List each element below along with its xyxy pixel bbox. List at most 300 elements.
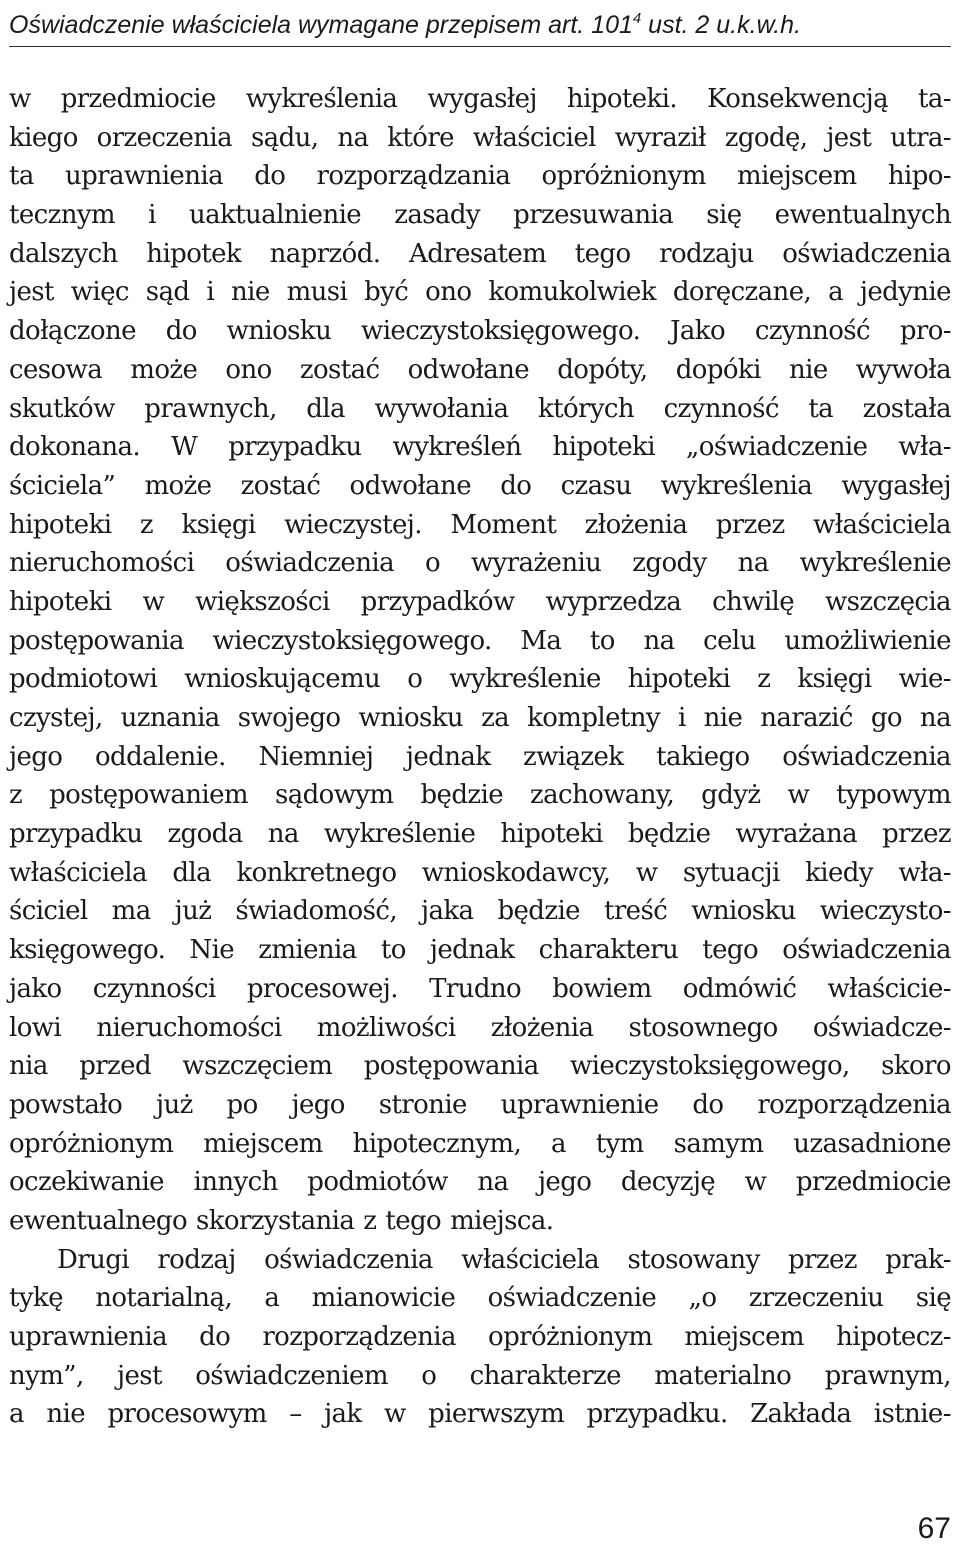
word: opróżnionym (488, 1322, 653, 1352)
word: miejsca. (450, 1205, 554, 1236)
word: do (500, 470, 532, 501)
word: przez (715, 509, 785, 540)
text-line (9, 196, 951, 235)
word: księgowego. (9, 935, 166, 966)
word: tecznym (9, 200, 115, 231)
word: świadomość, (235, 896, 397, 927)
word: oświadczeniem (195, 1360, 388, 1391)
body-text (9, 80, 951, 1434)
text-line (9, 1047, 951, 1086)
word: nie (703, 703, 743, 733)
word: tym (595, 1128, 644, 1159)
word: i (148, 200, 156, 231)
text-line (9, 428, 951, 467)
word: dla (172, 857, 211, 888)
word: rodzaju (659, 238, 754, 269)
word: wszczęciem (182, 1051, 333, 1082)
word: sądu, (250, 122, 319, 153)
word: zgodę, (724, 122, 808, 153)
word: hipoteki (627, 664, 731, 695)
word: nie (231, 277, 270, 308)
word: prawnym, (824, 1360, 951, 1391)
word: wszczęcia (825, 586, 951, 617)
word: hipotecznym, (352, 1128, 522, 1159)
text-line (9, 699, 951, 738)
text-line (9, 1086, 951, 1125)
word: cesowa (9, 354, 103, 385)
page-number: 67 (917, 1512, 951, 1545)
word: rodzaj (157, 1244, 236, 1275)
word: powstało (9, 1089, 123, 1120)
word: Drugi (57, 1244, 129, 1275)
word: jego (9, 741, 63, 772)
word: wywoła (855, 354, 951, 385)
word: właściciel (472, 122, 596, 153)
word: ewentualnego (9, 1205, 188, 1236)
word: innych (193, 1167, 278, 1198)
word: przypadku. (586, 1399, 728, 1430)
word: a (9, 1399, 24, 1430)
word: jedynie (859, 277, 951, 308)
word: sąd (145, 277, 190, 308)
text-line (9, 1202, 951, 1241)
word: i (206, 277, 215, 308)
word: może (130, 354, 198, 385)
word: zasady (394, 200, 481, 231)
word: prak- (885, 1244, 951, 1275)
word: wykreślenia (660, 470, 813, 501)
word: wła- (898, 432, 951, 463)
word: kiedy (805, 857, 873, 888)
word: oświadczenia (264, 1244, 433, 1275)
word: hipo- (887, 161, 951, 192)
word: postępowaniem (49, 780, 248, 811)
text-line (9, 892, 951, 931)
word: dołączone (9, 316, 136, 347)
word: podmiotowi (9, 664, 158, 695)
word: skorzystania (196, 1205, 355, 1236)
running-header (9, 8, 951, 47)
word: opróżnionym (541, 161, 706, 192)
word: utra- (890, 122, 951, 153)
word: jego (537, 1167, 592, 1198)
text-line (9, 351, 951, 390)
word: ewentualnych (774, 200, 951, 231)
word: wykreśleń (392, 432, 522, 463)
word: Konsekwencją (707, 84, 889, 114)
word: „o (688, 1283, 717, 1314)
word: w (9, 84, 31, 114)
word: została (862, 393, 951, 424)
word: doręczane, (672, 277, 812, 308)
word: nia (9, 1051, 48, 1082)
word: a (264, 1283, 280, 1314)
word: Adresatem (409, 238, 547, 269)
word: jest (826, 122, 872, 153)
word: może (144, 470, 212, 501)
word: procesowym (107, 1399, 267, 1430)
word: jaka (421, 896, 474, 927)
word: hipoteki (9, 509, 112, 540)
word: narazić (760, 703, 853, 733)
word: przedmiocie (795, 1167, 951, 1198)
word: możliwości (316, 1012, 456, 1043)
text-line (9, 1395, 951, 1434)
word: bowiem (552, 973, 652, 1004)
text-line (9, 273, 951, 312)
word: to (380, 935, 406, 966)
word: Nie (189, 935, 235, 966)
word: do (692, 1089, 724, 1120)
word: wykreślenie (449, 664, 601, 695)
word: przedmiocie (60, 84, 216, 114)
text-line (9, 1279, 951, 1318)
word: opróżnionym (9, 1128, 174, 1159)
word: wyrażeniu (470, 548, 602, 579)
word: wniosku (226, 316, 332, 347)
word: oświadczenia (782, 935, 951, 966)
word: księgi (797, 664, 872, 695)
word: materialno (654, 1360, 792, 1391)
word: jednak (405, 741, 491, 772)
text-line (9, 776, 951, 815)
word: wieczystoksięgowego, (570, 1051, 850, 1082)
word: wyrażana (735, 819, 857, 850)
text-line (9, 1125, 951, 1164)
text-line (9, 815, 951, 854)
word: nie (788, 354, 828, 385)
word: swojego (237, 703, 341, 733)
word: stosownego (628, 1012, 778, 1043)
word: jako (9, 973, 62, 1004)
word: będzie (420, 780, 503, 811)
word: w (787, 780, 810, 811)
text-line (9, 506, 951, 545)
word: wyraził (614, 122, 706, 153)
word: się (915, 1283, 951, 1314)
word: w (744, 1167, 767, 1198)
word: treść (603, 896, 668, 927)
word: i (677, 703, 686, 733)
word: do (254, 161, 286, 192)
word: charakteru (538, 935, 679, 966)
text-line (9, 738, 951, 777)
word: zostać (299, 354, 380, 385)
word: uprawnienia (9, 1322, 167, 1352)
text-line (9, 660, 951, 699)
word: typowym (836, 780, 951, 811)
word: hipotek (146, 238, 242, 269)
word: wygasłej (427, 84, 537, 114)
word: lowi (9, 1012, 62, 1043)
word: na (919, 703, 951, 733)
word: wniosku (358, 703, 464, 733)
text-line (9, 970, 951, 1009)
word: złożenia (584, 509, 688, 540)
word: przesuwania (513, 200, 674, 231)
word: Moment (450, 509, 557, 540)
word: wnioskodawcy, (421, 857, 611, 888)
word: chwilę (712, 586, 795, 617)
word: hipoteki (9, 586, 112, 617)
word: a (551, 1128, 566, 1159)
word: tykę (9, 1283, 63, 1314)
word: – (289, 1399, 302, 1430)
word: czasu (560, 470, 632, 501)
word: zgody (632, 548, 707, 579)
word: w (142, 586, 165, 617)
word: wieczystoksięgowego. (212, 625, 492, 656)
word: celu (703, 625, 756, 656)
word: sytuacji (682, 857, 780, 888)
word: uznania (120, 703, 220, 733)
word: ono (425, 277, 472, 308)
word: oddalenie. (94, 741, 226, 772)
word: odwołane (407, 354, 530, 385)
word: z (757, 664, 771, 695)
word: dokonana. (9, 432, 141, 463)
word: dopóki (675, 354, 761, 385)
word: przed (79, 1051, 151, 1082)
word: być (364, 277, 409, 308)
word: notarialną, (95, 1283, 233, 1314)
word: zmienia (258, 935, 357, 966)
word: prawnych, (144, 393, 277, 424)
word: stronie (378, 1089, 467, 1120)
word: właściciela (813, 509, 951, 540)
word: hipoteki (500, 819, 603, 850)
word: musi (286, 277, 348, 308)
word: właścicie- (827, 973, 951, 1004)
word: miejscem (203, 1128, 323, 1159)
word: z (9, 780, 23, 811)
word: zgoda (167, 819, 243, 850)
word: komukolwiek (488, 277, 656, 308)
word: kompletny (527, 703, 660, 733)
word: przez (788, 1244, 857, 1275)
word: na (737, 548, 769, 579)
word: to (589, 625, 615, 656)
text-line (9, 1357, 951, 1396)
word: będzie (497, 896, 580, 927)
word: nieruchomości (96, 1012, 282, 1043)
word: mianowicie (311, 1283, 456, 1314)
word: postępowania (363, 1051, 539, 1082)
running-header-superscript: 4 (632, 10, 642, 27)
word: dalszych (9, 238, 118, 269)
word: będzie (627, 819, 711, 850)
word: na (477, 1167, 509, 1198)
word: na (643, 625, 675, 656)
word: o (407, 664, 423, 695)
word: a (828, 277, 843, 308)
word: orzeczenia (96, 122, 233, 153)
word: konkretnego (236, 857, 397, 888)
word: wywołania (374, 393, 509, 424)
word: pro- (899, 316, 951, 347)
word: ma (111, 896, 151, 927)
word: właściciela (461, 1244, 600, 1275)
word: jednak (429, 935, 515, 966)
text-line (9, 854, 951, 893)
word: ściciel (9, 896, 88, 927)
word: wnioskującemu (184, 664, 381, 695)
text-line (9, 1241, 951, 1280)
word: wygasłej (841, 470, 951, 501)
word: przez (882, 819, 951, 850)
word: na (267, 819, 299, 850)
word: jak (324, 1399, 362, 1430)
word: nym”, (9, 1360, 84, 1391)
word: w (384, 1399, 406, 1430)
word: jest (117, 1360, 162, 1391)
word: ściciela” (9, 470, 116, 501)
word: kiego (9, 122, 78, 153)
word: w (635, 857, 658, 888)
word: skoro (881, 1051, 951, 1082)
word: pierwszym (428, 1399, 565, 1430)
word: miejscem (684, 1322, 804, 1352)
word: tego (574, 238, 631, 269)
word: uprawnienie (500, 1089, 659, 1120)
word: umożliwienie (784, 625, 951, 656)
running-header-title-rest: ust. 2 u.k.w.h. (641, 11, 802, 39)
word: jest (9, 277, 54, 308)
word: których (537, 393, 635, 424)
word: wykreślenia (245, 84, 398, 114)
word: wniosku (691, 896, 796, 927)
word: procesowej. (246, 973, 398, 1004)
word: księgi (181, 509, 256, 540)
text-line (9, 467, 951, 506)
word: decyzję (620, 1167, 716, 1198)
word: czynność (663, 393, 779, 424)
word: tego (385, 1205, 442, 1236)
word: za (481, 703, 510, 733)
text-line (9, 931, 951, 970)
word: zrzeczeniu (748, 1283, 884, 1314)
text-line (9, 390, 951, 429)
word: Jako (670, 316, 725, 347)
word: oświadczenia (782, 238, 951, 269)
word: związek (523, 741, 624, 772)
word: oświadczenie (487, 1283, 657, 1314)
word: wyprzedza (545, 586, 682, 617)
word: ono (225, 354, 272, 385)
word: nie (46, 1399, 86, 1430)
text-line (9, 157, 951, 196)
word: zostać (240, 470, 321, 501)
text-line (9, 583, 951, 622)
text-line (9, 622, 951, 661)
word: takiego (656, 741, 750, 772)
word: większości (195, 586, 330, 617)
word: go (870, 703, 902, 733)
word: już (174, 896, 212, 927)
word: miejscem (737, 161, 857, 192)
word: wła- (898, 857, 951, 888)
word: więc (70, 277, 129, 308)
word: czystej, (9, 703, 103, 733)
word: uaktualnienie (188, 200, 362, 231)
word: odmówić (682, 973, 797, 1004)
word: „oświadczenie (685, 432, 868, 463)
word: o (421, 1360, 437, 1391)
word: nieruchomości (9, 548, 195, 579)
word: dla (306, 393, 345, 424)
word: do (199, 1322, 231, 1352)
word: oświadczenia (782, 741, 951, 772)
word: wieczystoksięgowego. (361, 316, 641, 347)
word: rozporządzenia (757, 1089, 951, 1120)
text-line (9, 1009, 951, 1048)
word: sądowym (274, 780, 394, 811)
running-header-title: Oświadczenie właściciela wymagane przepisem art. 101 (9, 11, 633, 39)
text-line (9, 312, 951, 351)
word: wieczystej. (284, 509, 422, 540)
word: Niemniej (258, 741, 374, 772)
word: hipoteki. (566, 84, 678, 114)
word: tego (702, 935, 759, 966)
word: wykreślenie (323, 819, 476, 850)
word: z (139, 509, 154, 540)
word: rozporządzania (316, 161, 511, 192)
word: ta (808, 393, 834, 424)
text-line (9, 1318, 951, 1357)
word: W (171, 432, 198, 463)
word: samym (673, 1128, 764, 1159)
word: oświadcze- (812, 1012, 951, 1043)
word: wie- (898, 664, 951, 695)
word: podmiotów (307, 1167, 448, 1198)
word: Ma (520, 625, 562, 656)
word: uprawnienia (64, 161, 223, 192)
word: przypadku (9, 819, 143, 850)
word: które (387, 122, 454, 153)
word: postępowania (9, 625, 184, 656)
word: ta- (918, 84, 951, 114)
word: odwołane (349, 470, 471, 501)
word: złożenia (490, 1012, 594, 1043)
word: z (363, 1205, 377, 1236)
word: charakterze (469, 1360, 621, 1391)
word: ta (9, 161, 34, 192)
word: właściciela (9, 857, 147, 888)
text-line (9, 119, 951, 158)
word: dopóty, (557, 354, 648, 385)
word: wieczysto- (819, 896, 951, 927)
word: wykreślenie (799, 548, 951, 579)
word: Trudno (429, 973, 522, 1004)
word: czynności (92, 973, 216, 1004)
word: zachowany, (529, 780, 675, 811)
word: istnie- (873, 1399, 951, 1430)
word: rozporządzenia (262, 1322, 456, 1352)
word: jego (291, 1089, 345, 1120)
text-line (9, 80, 951, 119)
word: przypadku (228, 432, 362, 463)
word: uzasadnione (793, 1128, 951, 1159)
word: oczekiwanie (9, 1167, 164, 1198)
word: stosowany (627, 1244, 760, 1275)
text-line (9, 544, 951, 583)
word: na (337, 122, 369, 153)
word: przypadków (360, 586, 515, 617)
text-line (9, 235, 951, 274)
word: oświadczenia (225, 548, 394, 579)
text-line (9, 1163, 951, 1202)
word: hipoteki (552, 432, 655, 463)
